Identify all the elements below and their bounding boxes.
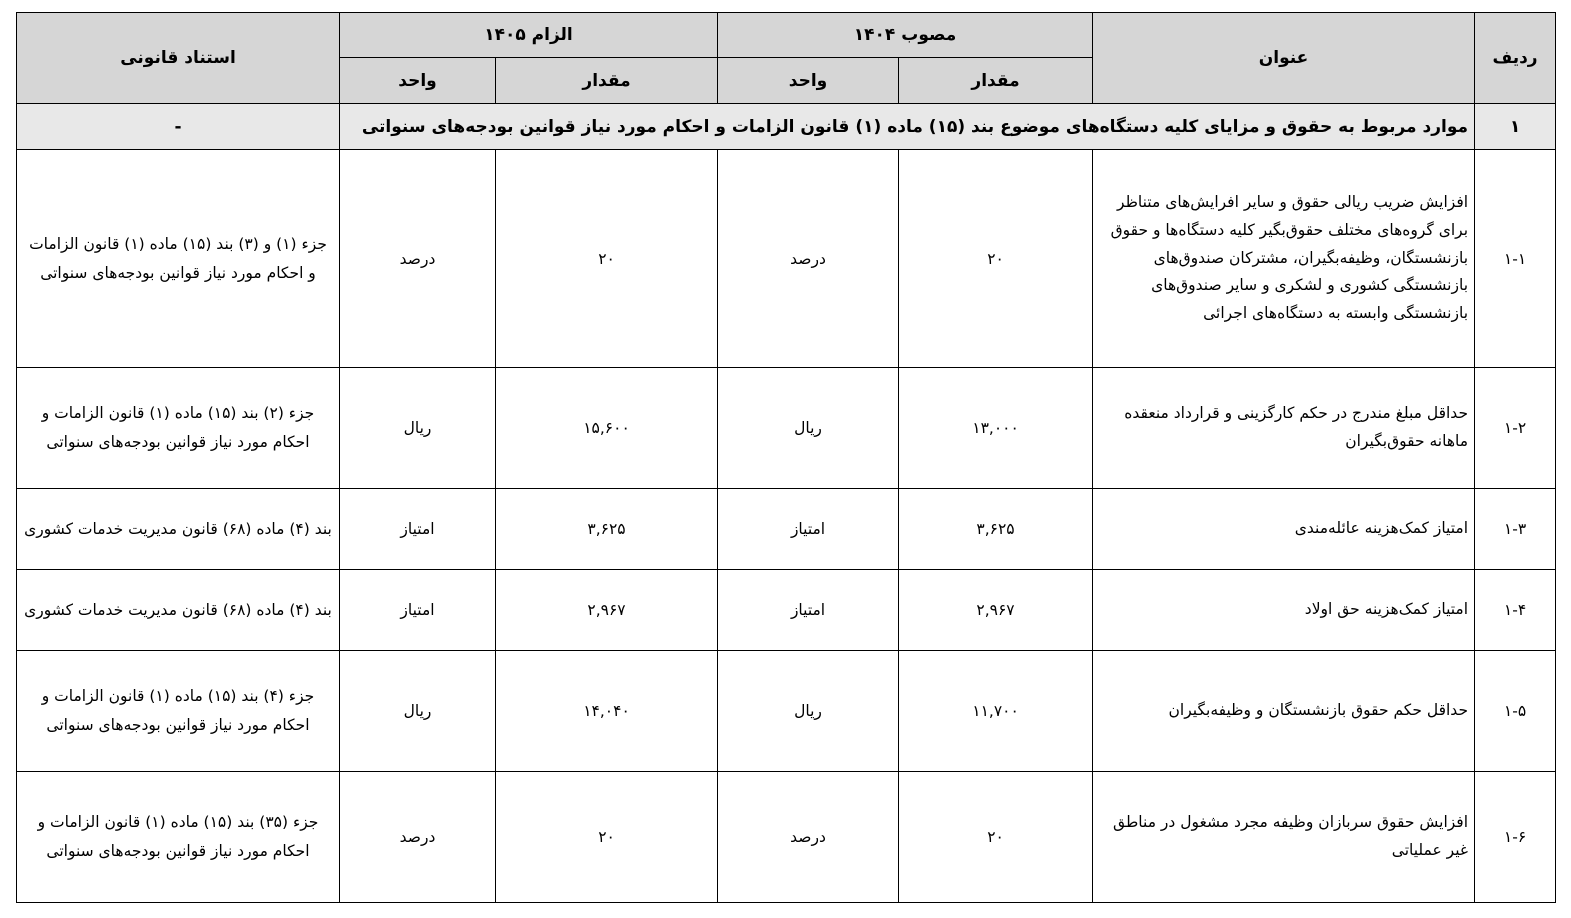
approved-amount: ۱۱,۷۰۰ — [899, 651, 1093, 772]
col-header-required-amount: مقدار — [496, 58, 718, 104]
approved-unit: درصد — [718, 150, 899, 368]
legal-reference: جزء (۱) و (۳) بند (۱۵) ماده (۱) قانون الزامات و احکام مورد نیاز قوانین بودجه‌های سنواتی — [17, 150, 340, 368]
required-unit: امتیاز — [340, 570, 496, 651]
table-body — [17, 104, 1556, 903]
approved-amount: ۳,۶۲۵ — [899, 489, 1093, 570]
required-amount: ۳,۶۲۵ — [496, 489, 718, 570]
approved-unit: امتیاز — [718, 489, 899, 570]
approved-unit: امتیاز — [718, 570, 899, 651]
required-amount: ۱۴,۰۴۰ — [496, 651, 718, 772]
approved-amount: ۲۰ — [899, 150, 1093, 368]
required-unit: ریال — [340, 651, 496, 772]
row-title: افزایش ضریب ریالی حقوق و سایر افرایش‌های متناظر برای گروه‌های مختلف حقوق‌بگیر کلیه دستگاه‌ها و حقوق بازنشستگان، وظیفه‌بگیران، مشترکان صندوق‌های بازنشستگی کشوری و لشکری و سایر صندوق‌های بازنشستگی وابسته به دستگاه‌های اجرائی — [1093, 150, 1475, 368]
approved-unit: درصد — [718, 772, 899, 903]
section-number: ۱ — [1475, 104, 1556, 150]
row-id: ۱-۳ — [1475, 489, 1556, 570]
legal-reference: جزء (۲) بند (۱۵) ماده (۱) قانون الزامات و احکام مورد نیاز قوانین بودجه‌های سنواتی — [17, 368, 340, 489]
col-header-approved-amount: مقدار — [899, 58, 1093, 104]
required-unit: امتیاز — [340, 489, 496, 570]
col-header-required-unit: واحد — [340, 58, 496, 104]
row-id: ۱-۵ — [1475, 651, 1556, 772]
legal-reference: بند (۴) ماده (۶۸) قانون مدیریت خدمات کشوری — [17, 489, 340, 570]
col-header-legal-reference: استناد قانونی — [17, 13, 340, 104]
row-title: امتیاز کمک‌هزینه حق اولاد — [1093, 570, 1475, 651]
budget-table — [16, 12, 1556, 903]
required-unit: درصد — [340, 772, 496, 903]
row-title: امتیاز کمک‌هزینه عائله‌مندی — [1093, 489, 1475, 570]
legal-reference: بند (۴) ماده (۶۸) قانون مدیریت خدمات کشوری — [17, 570, 340, 651]
legal-reference: جزء (۳۵) بند (۱۵) ماده (۱) قانون الزامات و احکام مورد نیاز قوانین بودجه‌های سنواتی — [17, 772, 340, 903]
row-title: افزایش حقوق سربازان وظیفه مجرد مشغول در مناطق غیر عملیاتی — [1093, 772, 1475, 903]
approved-unit: ریال — [718, 651, 899, 772]
row-id: ۱-۲ — [1475, 368, 1556, 489]
table-row — [17, 651, 1556, 772]
legal-reference: جزء (۴) بند (۱۵) ماده (۱) قانون الزامات و احکام مورد نیاز قوانین بودجه‌های سنواتی — [17, 651, 340, 772]
required-unit: درصد — [340, 150, 496, 368]
required-amount: ۲۰ — [496, 772, 718, 903]
row-title: حداقل مبلغ مندرج در حکم کارگزینی و قرارداد منعقده ماهانه حقوق‌بگیران — [1093, 368, 1475, 489]
col-group-approved-1404: مصوب ۱۴۰۴ — [718, 13, 1093, 58]
section-row — [17, 104, 1556, 150]
row-title: حداقل حکم حقوق بازنشستگان و وظیفه‌بگیران — [1093, 651, 1475, 772]
approved-amount: ۲,۹۶۷ — [899, 570, 1093, 651]
section-legal: - — [17, 104, 340, 150]
approved-unit: ریال — [718, 368, 899, 489]
required-amount: ۲,۹۶۷ — [496, 570, 718, 651]
table-row — [17, 489, 1556, 570]
required-amount: ۲۰ — [496, 150, 718, 368]
table-header — [17, 13, 1556, 104]
table-row — [17, 772, 1556, 903]
table-row — [17, 368, 1556, 489]
row-id: ۱-۶ — [1475, 772, 1556, 903]
col-group-required-1405: الزام ۱۴۰۵ — [340, 13, 718, 58]
table-row — [17, 570, 1556, 651]
row-id: ۱-۴ — [1475, 570, 1556, 651]
required-amount: ۱۵,۶۰۰ — [496, 368, 718, 489]
approved-amount: ۱۳,۰۰۰ — [899, 368, 1093, 489]
table-row — [17, 150, 1556, 368]
row-id: ۱-۱ — [1475, 150, 1556, 368]
col-header-approved-unit: واحد — [718, 58, 899, 104]
col-header-row-number: ردیف — [1475, 13, 1556, 104]
section-title: موارد مربوط به حقوق و مزایای کلیه دستگاه‌های موضوع بند (۱۵) ماده (۱) قانون الزامات و احکام مورد نیاز قوانین بودجه‌های سنواتی — [340, 104, 1475, 150]
approved-amount: ۲۰ — [899, 772, 1093, 903]
required-unit: ریال — [340, 368, 496, 489]
col-header-title: عنوان — [1093, 13, 1475, 104]
